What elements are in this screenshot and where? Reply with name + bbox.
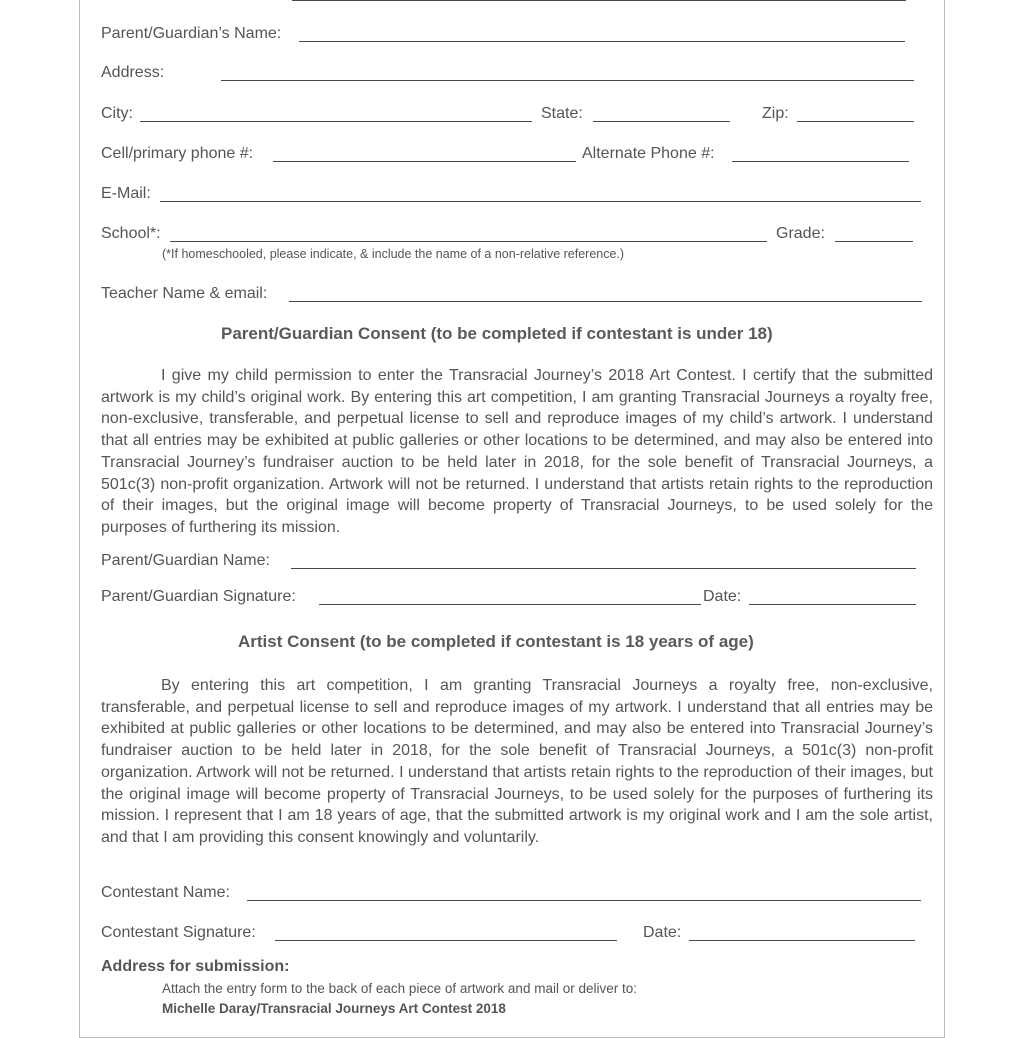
school-label: School*: — [101, 225, 161, 242]
contestant-signature-field[interactable] — [275, 940, 617, 941]
contestant-date-field[interactable] — [689, 940, 915, 941]
parent-consent-heading: Parent/Guardian Consent (to be completed if contestant is under 18) — [221, 324, 773, 343]
school-note: (*If homeschooled, please indicate, & include the name of a non-relative reference.) — [162, 247, 625, 261]
parent-consent-text: I give my child permission to enter the Transracial Journey’s 2018 Art Contest. I certify that the submitted artwork is my child’s original work. By entering this art competition, I am granting Transracial Journeys a royalty free, non-exclusive, transferable, and perpetual license to sell and reproduce images of my child’s artwork. I understand that all entries may be exhibited at public galleries or other locations to be determined, and may also be entered into Transracial Journey’s fundraiser auction to be held later in 2018, for the sole benefit of Transracial Journeys, a 501c(3) non-profit organization. Artwork will not be returned. I understand that artists retain rights to the reproduction of their images, but the original image will become property of Transracial Journeys, to be used solely for the purposes of furthering its mission. — [101, 367, 933, 536]
city-field[interactable] — [140, 121, 532, 122]
grade-field[interactable] — [835, 241, 913, 242]
parent-guardian-signature-label: Parent/Guardian Signature: — [101, 588, 296, 605]
zip-field[interactable] — [797, 121, 914, 122]
email-label: E-Mail: — [101, 185, 151, 202]
artist-consent-body — [101, 675, 933, 849]
state-label: State: — [541, 105, 583, 122]
parent-guardian-print-name-label: Parent/Guardian Name: — [101, 552, 270, 569]
email-field[interactable] — [160, 201, 921, 202]
top-field-line[interactable] — [292, 0, 906, 1]
contestant-name-label: Contestant Name: — [101, 884, 230, 901]
parent-guardian-name-field[interactable] — [299, 41, 905, 42]
address-label: Address: — [101, 64, 165, 81]
cell-phone-label: Cell/primary phone #: — [101, 145, 254, 162]
school-field[interactable] — [170, 241, 767, 242]
artist-consent-text: By entering this art competition, I am granting Transracial Journeys a royalty free, non-exclusive, transferable, and perpetual license to sell and reproduce images of my artwork. I understand that all entries may be exhibited at public galleries or other locations to be determined, and may also be entered into Transracial Journey’s fundraiser auction to be held later in 2018, for the sole benefit of Transracial Journeys, a 501c(3) non-profit organization. Artwork will not be returned. I understand that artists retain rights to the reproduction of their images, but the original image will become property of Transracial Journeys, to be used solely for the purposes of furthering its mission. I represent that I am 18 years of age, that the submitted artwork is my original work and I am the sole artist, and that I am providing this consent knowingly and voluntarily. — [101, 677, 933, 846]
contestant-signature-label: Contestant Signature: — [101, 924, 256, 941]
grade-label: Grade: — [776, 225, 825, 242]
teacher-label: Teacher Name & email: — [101, 285, 268, 302]
state-field[interactable] — [593, 121, 730, 122]
alternate-phone-field[interactable] — [732, 161, 909, 162]
parent-guardian-signature-field[interactable] — [319, 604, 701, 605]
alternate-phone-label: Alternate Phone #: — [582, 145, 715, 162]
parent-date-field[interactable] — [749, 604, 916, 605]
submission-heading: Address for submission: — [101, 958, 290, 975]
city-label: City: — [101, 105, 133, 122]
parent-guardian-name-label: Parent/Guardian’s Name: — [101, 25, 282, 42]
zip-label: Zip: — [762, 105, 789, 122]
submission-instruction: Attach the entry form to the back of each piece of artwork and mail or deliver to: — [162, 981, 637, 996]
artist-consent-heading: Artist Consent (to be completed if contestant is 18 years of age) — [238, 632, 754, 651]
contestant-date-label: Date: — [643, 924, 682, 941]
cell-phone-field[interactable] — [273, 161, 576, 162]
parent-date-label: Date: — [703, 588, 742, 605]
parent-consent-body — [101, 365, 933, 539]
address-field[interactable] — [221, 80, 914, 81]
contestant-name-field[interactable] — [247, 900, 921, 901]
parent-guardian-print-name-field[interactable] — [291, 568, 916, 569]
teacher-field[interactable] — [289, 301, 922, 302]
submission-recipient: Michelle Daray/Transracial Journeys Art Contest 2018 — [162, 1001, 506, 1016]
